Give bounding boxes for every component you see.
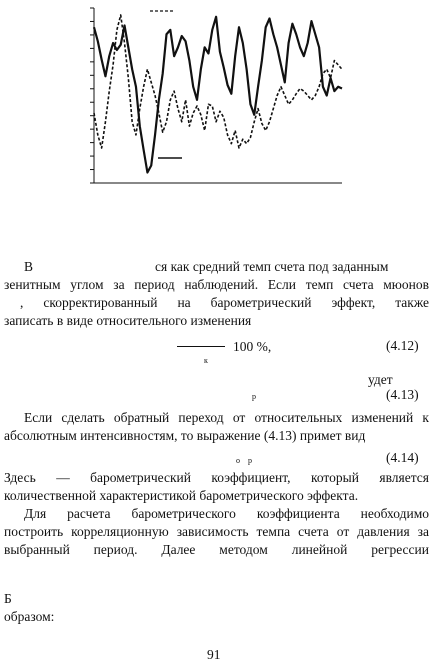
para4-line2: построить корреляционную зависимость темпа счета от давления за — [4, 524, 429, 539]
eq1-fraction-bar — [177, 346, 225, 347]
para5-letter: Б — [4, 591, 12, 606]
para1-line3: , скорректированный на барометрический эффект, также — [20, 295, 429, 310]
para1-line2: зенитным углом за период наблюдений. Если темп счета мюонов — [4, 277, 429, 292]
page-number: 91 — [207, 647, 221, 662]
chart-axes — [90, 8, 342, 183]
para3-line1: Здесь — барометрический коэффициент, который является — [4, 470, 429, 485]
para1-line1-text: ся как средний темп счета под заданным — [155, 259, 389, 274]
para1-start-letter: В — [24, 259, 34, 274]
series-solid-line — [94, 17, 342, 173]
udet-text: удет — [368, 372, 393, 387]
eq3-number: (4.14) — [386, 450, 419, 465]
para1-start — [24, 258, 33, 275]
eq1-body: 100 %, — [233, 339, 272, 354]
time-series-chart — [0, 0, 433, 200]
para4-line3: выбранный период. Далее методом линейной регрессии — [4, 542, 429, 557]
eq3-subscripts: о р — [236, 456, 252, 465]
para2-line2: абсолютным интенсивностям, то выражение (4.13) примет вид — [4, 428, 366, 443]
para5-line: образом: — [4, 609, 55, 624]
chart-series — [94, 15, 342, 173]
eq1-subscript: к — [204, 356, 208, 365]
eq2-subscript: р — [252, 392, 256, 401]
eq1-number: (4.12) — [386, 338, 419, 353]
para1-line4: записать в виде относительного изменения — [4, 313, 252, 328]
eq2-number: (4.13) — [386, 387, 419, 402]
para1-line1-tail — [155, 258, 388, 275]
para4-line1: Для расчета барометрического коэффициента необходимо — [24, 506, 429, 521]
para3-line2: количественной характеристикой барометрического эффекта. — [4, 488, 359, 503]
para2-line1: Если сделать обратный переход от относительных изменений к — [24, 410, 429, 425]
